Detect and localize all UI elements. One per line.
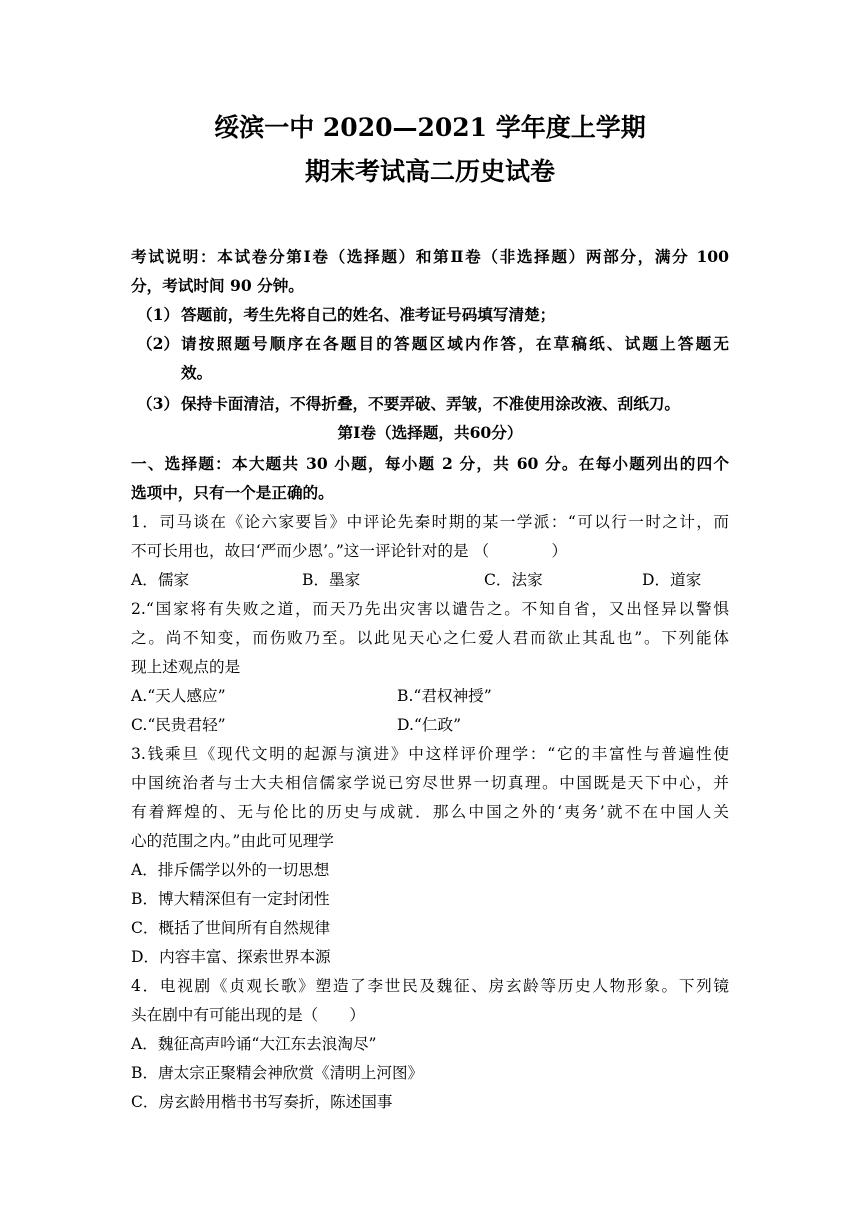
question-1-line1: 1．司马谈在《论六家要旨》中评论先秦时期的某一学派：“可以行一时之计，而: [131, 513, 729, 531]
question-2-line2: 之。尚不知变，而伤败乃至。以此见天心之仁爱人君而欲止其乱也”。下列能体: [131, 629, 729, 647]
question-3-line3: 有着辉煌的、无与伦比的历史与成就．那么中国之外的‘夷务’就不在中国人关: [131, 803, 729, 821]
question-3-line2: 中国统治者与士大夫相信儒家学说已穷尽世界一切真理。中国既是天下中心，并: [131, 774, 729, 792]
question-4-line2: 头在剧中有可能出现的是（ ）: [131, 1006, 365, 1024]
question-4-line1: 4．电视剧《贞观长歌》塑造了李世民及魏征、房玄龄等历史人物形象。下列镜: [131, 977, 729, 995]
exam-title-line1: 绥滨一中 2020—2021 学年度上学期: [214, 113, 646, 142]
instruction-item-1-text: 答题前，考生先将自己的姓名、准考证号码填写清楚；: [181, 305, 556, 324]
exam-title-line2: 期末考试高二历史试卷: [304, 157, 555, 186]
question-4-option-c: C．房玄龄用楷书书写奏折，陈述国事: [131, 1093, 393, 1111]
instruction-item-3-text: 保持卡面清洁，不得折叠，不要弄破、弄皱，不准使用涂改液、刮纸刀。: [181, 394, 681, 413]
question-2-option-a: A.“天人感应”: [131, 687, 226, 705]
instruction-item-3-number: （3）: [137, 394, 180, 413]
question-1-option-d: D．道家: [642, 571, 702, 589]
question-1-line2: 不可长用也，故曰‘严而少恩’。”这一评论针对的是 （ ）: [131, 542, 568, 560]
question-2-option-d: D.“仁政”: [397, 716, 462, 734]
question-3-line4: 心的范围之内。”由此可见理学: [131, 832, 334, 850]
section-title: 第Ⅰ卷（选择题，共60分）: [337, 423, 523, 442]
instruction-item-1-number: （1）: [137, 305, 180, 324]
instruction-item-2-continuation: 效。: [181, 363, 213, 382]
question-1-option-b: B．墨家: [302, 571, 361, 589]
instruction-item-2-number: （2）: [137, 334, 180, 353]
question-3-option-d: D．内容丰富、探索世界本源: [131, 948, 331, 966]
question-1-option-c: C．法家: [484, 571, 543, 589]
section-heading-line1: 一、选择题：本大题共 30 小题，每小题 2 分，共 60 分。在每小题列出的四个: [131, 454, 729, 473]
question-3-line1: 3.钱乘旦《现代文明的起源与演进》中这样评价理学：“它的丰富性与普遍性使: [131, 745, 729, 763]
instruction-item-2-text: 请按照题号顺序在各题目的答题区域内作答，在草稿纸、试题上答题无: [181, 334, 729, 353]
question-4-option-b: B．唐太宗正聚精会神欣赏《清明上河图》: [131, 1064, 424, 1082]
question-2-option-b: B.“君权神授”: [397, 687, 492, 705]
instructions-line1: 考试说明：本试卷分第Ⅰ卷（选择题）和第Ⅱ卷（非选择题）两部分，满分 100: [131, 247, 729, 266]
question-2-line3: 现上述观点的是: [131, 658, 241, 676]
question-3-option-c: C．概括了世间所有自然规律: [131, 919, 331, 937]
instructions-line2: 分，考试时间 90 分钟。: [131, 276, 304, 295]
question-2-option-c: C.“民贵君轻”: [131, 716, 226, 734]
question-1-option-a: A．儒家: [131, 571, 190, 589]
section-heading-line2: 选项中，只有一个是正确的。: [131, 483, 334, 502]
question-3-option-a: A．排斥儒学以外的一切思想: [131, 861, 330, 879]
question-2-line1: 2.“国家将有失败之道，而天乃先出灾害以谴告之。不知自省，又出怪异以警惧: [131, 600, 729, 618]
question-3-option-b: B．博大精深但有一定封闭性: [131, 890, 330, 908]
question-4-option-a: A．魏征高声吟诵“大江东去浪淘尽”: [131, 1035, 377, 1053]
